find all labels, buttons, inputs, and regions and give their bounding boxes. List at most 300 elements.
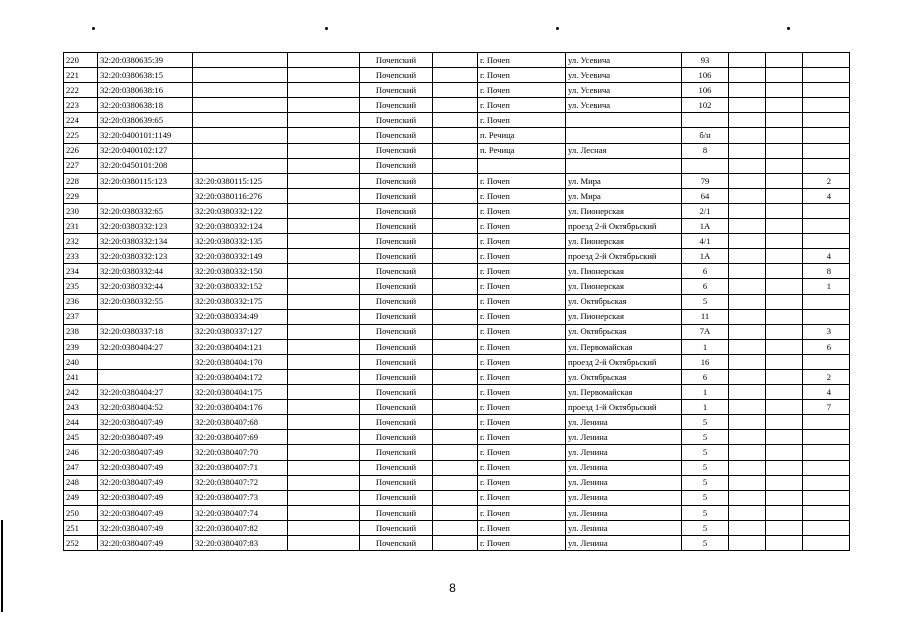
cadastral-number-cell: 32:20:0380407:49: [98, 430, 193, 445]
cadastral-number-cell: 32:20:0380332:44: [98, 279, 193, 294]
row-number-cell: 243: [64, 400, 98, 415]
table-row: [64, 98, 850, 113]
street-cell: ул. Ленина: [566, 475, 682, 490]
table-row: [64, 445, 850, 460]
blank-cell: [433, 188, 478, 203]
house-number-cell: 1А: [682, 249, 729, 264]
blank-cell: [288, 68, 360, 83]
blank-cell: [729, 188, 766, 203]
settlement-cell: г. Почеп: [478, 173, 566, 188]
street-cell: ул. Мира: [566, 188, 682, 203]
blank-cell: [433, 173, 478, 188]
district-cell: Почепский: [360, 490, 433, 505]
house-number-cell: [682, 113, 729, 128]
settlement-cell: г. Почеп: [478, 98, 566, 113]
table-row: [64, 83, 850, 98]
blank-cell: [766, 520, 803, 535]
apartment-cell: [803, 83, 850, 98]
blank-cell: [288, 53, 360, 68]
house-number-cell: 1А: [682, 219, 729, 234]
blank-cell: [766, 400, 803, 415]
cadastral-number-cell: 32:20:0380407:49: [98, 475, 193, 490]
district-cell: Почепский: [360, 98, 433, 113]
apartment-cell: [803, 415, 850, 430]
settlement-cell: г. Почеп: [478, 324, 566, 339]
blank-cell: [729, 249, 766, 264]
blank-cell: [729, 68, 766, 83]
blank-cell: [288, 460, 360, 475]
settlement-cell: г. Почеп: [478, 234, 566, 249]
blank-cell: [433, 445, 478, 460]
apartment-cell: [803, 53, 850, 68]
apartment-cell: [803, 234, 850, 249]
street-cell: ул. Пионерская: [566, 309, 682, 324]
scan-speck: [325, 27, 328, 30]
row-number-cell: 231: [64, 219, 98, 234]
table-row: [64, 53, 850, 68]
house-number-cell: 16: [682, 354, 729, 369]
cadastral-number-cell: 32:20:0380404:27: [98, 339, 193, 354]
street-cell: ул. Пионерская: [566, 264, 682, 279]
street-cell: ул. Усевича: [566, 68, 682, 83]
cadastral-number-cell: 32:20:0380407:49: [98, 445, 193, 460]
blank-cell: [433, 294, 478, 309]
blank-cell: [766, 309, 803, 324]
blank-cell: [288, 445, 360, 460]
blank-cell: [766, 385, 803, 400]
settlement-cell: г. Почеп: [478, 264, 566, 279]
object-cadastral-number-cell: 32:20:0380332:175: [193, 294, 288, 309]
table-row: [64, 536, 850, 551]
blank-cell: [433, 460, 478, 475]
blank-cell: [288, 520, 360, 535]
object-cadastral-number-cell: 32:20:0380407:83: [193, 536, 288, 551]
object-cadastral-number-cell: 32:20:0380407:73: [193, 490, 288, 505]
blank-cell: [729, 339, 766, 354]
blank-cell: [766, 143, 803, 158]
settlement-cell: г. Почеп: [478, 68, 566, 83]
blank-cell: [288, 219, 360, 234]
apartment-cell: [803, 490, 850, 505]
district-cell: Почепский: [360, 219, 433, 234]
registry-table: [63, 52, 850, 551]
blank-cell: [288, 385, 360, 400]
object-cadastral-number-cell: 32:20:0380407:70: [193, 445, 288, 460]
district-cell: Почепский: [360, 158, 433, 173]
street-cell: ул. Первомайская: [566, 385, 682, 400]
table-row: [64, 369, 850, 384]
apartment-cell: [803, 294, 850, 309]
row-number-cell: 225: [64, 128, 98, 143]
scan-speck: [787, 27, 790, 30]
table-row: [64, 385, 850, 400]
apartment-cell: [803, 113, 850, 128]
apartment-cell: [803, 309, 850, 324]
blank-cell: [288, 505, 360, 520]
district-cell: Почепский: [360, 113, 433, 128]
settlement-cell: п. Речица: [478, 143, 566, 158]
blank-cell: [288, 143, 360, 158]
blank-cell: [433, 400, 478, 415]
cadastral-number-cell: 32:20:0380407:49: [98, 490, 193, 505]
row-number-cell: 230: [64, 203, 98, 218]
cadastral-number-cell: [98, 309, 193, 324]
blank-cell: [433, 68, 478, 83]
district-cell: Почепский: [360, 445, 433, 460]
house-number-cell: 5: [682, 505, 729, 520]
street-cell: ул. Октябрьская: [566, 369, 682, 384]
cadastral-number-cell: 32:20:0380332:134: [98, 234, 193, 249]
settlement-cell: г. Почеп: [478, 536, 566, 551]
cadastral-number-cell: 32:20:0380407:49: [98, 505, 193, 520]
blank-cell: [766, 158, 803, 173]
scan-speck: [556, 27, 559, 30]
blank-cell: [729, 158, 766, 173]
blank-cell: [433, 475, 478, 490]
blank-cell: [288, 294, 360, 309]
row-number-cell: 220: [64, 53, 98, 68]
street-cell: ул. Ленина: [566, 536, 682, 551]
apartment-cell: 4: [803, 249, 850, 264]
row-number-cell: 252: [64, 536, 98, 551]
table-row: [64, 249, 850, 264]
blank-cell: [766, 203, 803, 218]
table-row: [64, 143, 850, 158]
object-cadastral-number-cell: 32:20:0380115:125: [193, 173, 288, 188]
object-cadastral-number-cell: [193, 53, 288, 68]
row-number-cell: 224: [64, 113, 98, 128]
blank-cell: [433, 415, 478, 430]
blank-cell: [433, 53, 478, 68]
district-cell: Почепский: [360, 354, 433, 369]
table-row: [64, 234, 850, 249]
blank-cell: [288, 415, 360, 430]
cadastral-number-cell: 32:20:0380407:49: [98, 536, 193, 551]
row-number-cell: 227: [64, 158, 98, 173]
blank-cell: [433, 536, 478, 551]
house-number-cell: 5: [682, 294, 729, 309]
object-cadastral-number-cell: 32:20:0380332:150: [193, 264, 288, 279]
blank-cell: [288, 128, 360, 143]
table-row: [64, 354, 850, 369]
street-cell: ул. Ленина: [566, 415, 682, 430]
blank-cell: [729, 400, 766, 415]
blank-cell: [433, 279, 478, 294]
object-cadastral-number-cell: 32:20:0380334:49: [193, 309, 288, 324]
object-cadastral-number-cell: 32:20:0380404:170: [193, 354, 288, 369]
apartment-cell: 4: [803, 188, 850, 203]
blank-cell: [433, 219, 478, 234]
blank-cell: [729, 520, 766, 535]
blank-cell: [729, 475, 766, 490]
district-cell: Почепский: [360, 505, 433, 520]
house-number-cell: 5: [682, 415, 729, 430]
table-row: [64, 460, 850, 475]
blank-cell: [433, 264, 478, 279]
table-row: [64, 339, 850, 354]
row-number-cell: 234: [64, 264, 98, 279]
street-cell: ул. Мира: [566, 173, 682, 188]
settlement-cell: г. Почеп: [478, 53, 566, 68]
row-number-cell: 233: [64, 249, 98, 264]
blank-cell: [729, 83, 766, 98]
street-cell: ул. Усевича: [566, 83, 682, 98]
table-row: [64, 520, 850, 535]
apartment-cell: [803, 98, 850, 113]
apartment-cell: [803, 354, 850, 369]
district-cell: Почепский: [360, 53, 433, 68]
district-cell: Почепский: [360, 520, 433, 535]
house-number-cell: 106: [682, 83, 729, 98]
district-cell: Почепский: [360, 309, 433, 324]
street-cell: ул. Октябрьская: [566, 324, 682, 339]
settlement-cell: г. Почеп: [478, 309, 566, 324]
house-number-cell: 5: [682, 536, 729, 551]
cadastral-number-cell: 32:20:0380404:27: [98, 385, 193, 400]
table-row: [64, 188, 850, 203]
blank-cell: [766, 234, 803, 249]
apartment-cell: [803, 430, 850, 445]
cadastral-number-cell: [98, 354, 193, 369]
house-number-cell: 93: [682, 53, 729, 68]
blank-cell: [766, 68, 803, 83]
district-cell: Почепский: [360, 173, 433, 188]
settlement-cell: г. Почеп: [478, 369, 566, 384]
blank-cell: [766, 339, 803, 354]
blank-cell: [433, 520, 478, 535]
apartment-cell: [803, 128, 850, 143]
object-cadastral-number-cell: [193, 158, 288, 173]
object-cadastral-number-cell: 32:20:0380332:124: [193, 219, 288, 234]
table-row: [64, 400, 850, 415]
blank-cell: [433, 385, 478, 400]
settlement-cell: г. Почеп: [478, 520, 566, 535]
object-cadastral-number-cell: 32:20:0380332:152: [193, 279, 288, 294]
row-number-cell: 249: [64, 490, 98, 505]
blank-cell: [288, 475, 360, 490]
blank-cell: [766, 113, 803, 128]
district-cell: Почепский: [360, 294, 433, 309]
house-number-cell: 7А: [682, 324, 729, 339]
house-number-cell: 1: [682, 385, 729, 400]
blank-cell: [766, 249, 803, 264]
blank-cell: [288, 113, 360, 128]
row-number-cell: 226: [64, 143, 98, 158]
cadastral-number-cell: 32:20:0380407:49: [98, 460, 193, 475]
house-number-cell: 106: [682, 68, 729, 83]
settlement-cell: п. Речица: [478, 128, 566, 143]
house-number-cell: 11: [682, 309, 729, 324]
district-cell: Почепский: [360, 188, 433, 203]
blank-cell: [729, 53, 766, 68]
street-cell: ул. Ленина: [566, 430, 682, 445]
district-cell: Почепский: [360, 128, 433, 143]
object-cadastral-number-cell: 32:20:0380404:121: [193, 339, 288, 354]
object-cadastral-number-cell: 32:20:0380337:127: [193, 324, 288, 339]
cadastral-number-cell: 32:20:0380115:123: [98, 173, 193, 188]
object-cadastral-number-cell: [193, 83, 288, 98]
house-number-cell: 5: [682, 445, 729, 460]
apartment-cell: [803, 143, 850, 158]
cadastral-number-cell: 32:20:0380407:49: [98, 415, 193, 430]
district-cell: Почепский: [360, 460, 433, 475]
apartment-cell: 1: [803, 279, 850, 294]
blank-cell: [433, 339, 478, 354]
settlement-cell: г. Почеп: [478, 83, 566, 98]
blank-cell: [766, 430, 803, 445]
settlement-cell: г. Почеп: [478, 385, 566, 400]
cadastral-number-cell: 32:20:0380332:55: [98, 294, 193, 309]
district-cell: Почепский: [360, 83, 433, 98]
table-row: [64, 505, 850, 520]
blank-cell: [288, 158, 360, 173]
blank-cell: [288, 173, 360, 188]
table-row: [64, 113, 850, 128]
cadastral-number-cell: 32:20:0400102:127: [98, 143, 193, 158]
blank-cell: [729, 143, 766, 158]
house-number-cell: б/н: [682, 128, 729, 143]
blank-cell: [433, 430, 478, 445]
row-number-cell: 235: [64, 279, 98, 294]
house-number-cell: [682, 158, 729, 173]
house-number-cell: 5: [682, 430, 729, 445]
house-number-cell: 102: [682, 98, 729, 113]
street-cell: проезд 2-й Октябрьский: [566, 354, 682, 369]
blank-cell: [288, 249, 360, 264]
street-cell: проезд 2-й Октябрьский: [566, 249, 682, 264]
settlement-cell: г. Почеп: [478, 354, 566, 369]
settlement-cell: [478, 158, 566, 173]
cadastral-number-cell: 32:20:0380407:49: [98, 520, 193, 535]
settlement-cell: г. Почеп: [478, 279, 566, 294]
blank-cell: [288, 490, 360, 505]
blank-cell: [766, 173, 803, 188]
blank-cell: [288, 98, 360, 113]
blank-cell: [766, 460, 803, 475]
house-number-cell: 5: [682, 490, 729, 505]
table-row: [64, 490, 850, 505]
object-cadastral-number-cell: 32:20:0380407:74: [193, 505, 288, 520]
scan-speck: [92, 27, 95, 30]
apartment-cell: 2: [803, 173, 850, 188]
house-number-cell: 1: [682, 400, 729, 415]
street-cell: ул. Пионерская: [566, 203, 682, 218]
apartment-cell: [803, 536, 850, 551]
apartment-cell: [803, 219, 850, 234]
row-number-cell: 238: [64, 324, 98, 339]
settlement-cell: г. Почеп: [478, 475, 566, 490]
blank-cell: [288, 339, 360, 354]
object-cadastral-number-cell: 32:20:0380404:176: [193, 400, 288, 415]
cadastral-number-cell: 32:20:0380638:16: [98, 83, 193, 98]
apartment-cell: 8: [803, 264, 850, 279]
district-cell: Почепский: [360, 249, 433, 264]
object-cadastral-number-cell: [193, 68, 288, 83]
blank-cell: [288, 234, 360, 249]
object-cadastral-number-cell: 32:20:0380407:69: [193, 430, 288, 445]
object-cadastral-number-cell: [193, 98, 288, 113]
blank-cell: [433, 490, 478, 505]
object-cadastral-number-cell: 32:20:0380407:82: [193, 520, 288, 535]
blank-cell: [433, 369, 478, 384]
blank-cell: [766, 324, 803, 339]
district-cell: Почепский: [360, 68, 433, 83]
row-number-cell: 251: [64, 520, 98, 535]
cadastral-number-cell: 32:20:0380638:15: [98, 68, 193, 83]
table-row: [64, 203, 850, 218]
apartment-cell: [803, 68, 850, 83]
page-number: 8: [449, 581, 456, 595]
blank-cell: [729, 98, 766, 113]
district-cell: Почепский: [360, 143, 433, 158]
registry-table-body: [64, 53, 850, 551]
house-number-cell: 4/1: [682, 234, 729, 249]
row-number-cell: 242: [64, 385, 98, 400]
settlement-cell: г. Почеп: [478, 219, 566, 234]
blank-cell: [288, 536, 360, 551]
row-number-cell: 228: [64, 173, 98, 188]
settlement-cell: г. Почеп: [478, 249, 566, 264]
district-cell: Почепский: [360, 385, 433, 400]
cadastral-number-cell: 32:20:0380332:44: [98, 264, 193, 279]
district-cell: Почепский: [360, 203, 433, 218]
blank-cell: [729, 460, 766, 475]
blank-cell: [433, 98, 478, 113]
cadastral-number-cell: 32:20:0380639:65: [98, 113, 193, 128]
settlement-cell: г. Почеп: [478, 490, 566, 505]
row-number-cell: 247: [64, 460, 98, 475]
row-number-cell: 222: [64, 83, 98, 98]
object-cadastral-number-cell: 32:20:0380407:71: [193, 460, 288, 475]
blank-cell: [729, 279, 766, 294]
street-cell: проезд 1-й Октябрьский: [566, 400, 682, 415]
blank-cell: [288, 309, 360, 324]
object-cadastral-number-cell: 32:20:0380332:135: [193, 234, 288, 249]
blank-cell: [729, 264, 766, 279]
district-cell: Почепский: [360, 339, 433, 354]
table-row: [64, 68, 850, 83]
cadastral-number-cell: 32:20:0400101:1149: [98, 128, 193, 143]
blank-cell: [766, 279, 803, 294]
row-number-cell: 245: [64, 430, 98, 445]
apartment-cell: [803, 475, 850, 490]
street-cell: ул. Ленина: [566, 490, 682, 505]
blank-cell: [766, 188, 803, 203]
blank-cell: [729, 415, 766, 430]
house-number-cell: 8: [682, 143, 729, 158]
table-row: [64, 128, 850, 143]
district-cell: Почепский: [360, 475, 433, 490]
blank-cell: [729, 128, 766, 143]
table-row: [64, 430, 850, 445]
cadastral-number-cell: 32:20:0380638:18: [98, 98, 193, 113]
district-cell: Почепский: [360, 279, 433, 294]
street-cell: проезд 2-й Октябрьский: [566, 219, 682, 234]
settlement-cell: г. Почеп: [478, 203, 566, 218]
street-cell: ул. Пионерская: [566, 279, 682, 294]
settlement-cell: г. Почеп: [478, 460, 566, 475]
blank-cell: [766, 264, 803, 279]
blank-cell: [729, 430, 766, 445]
street-cell: ул. Пионерская: [566, 234, 682, 249]
table-row: [64, 309, 850, 324]
table-row: [64, 158, 850, 173]
blank-cell: [766, 219, 803, 234]
house-number-cell: 64: [682, 188, 729, 203]
blank-cell: [433, 158, 478, 173]
blank-cell: [766, 128, 803, 143]
house-number-cell: 2/1: [682, 203, 729, 218]
